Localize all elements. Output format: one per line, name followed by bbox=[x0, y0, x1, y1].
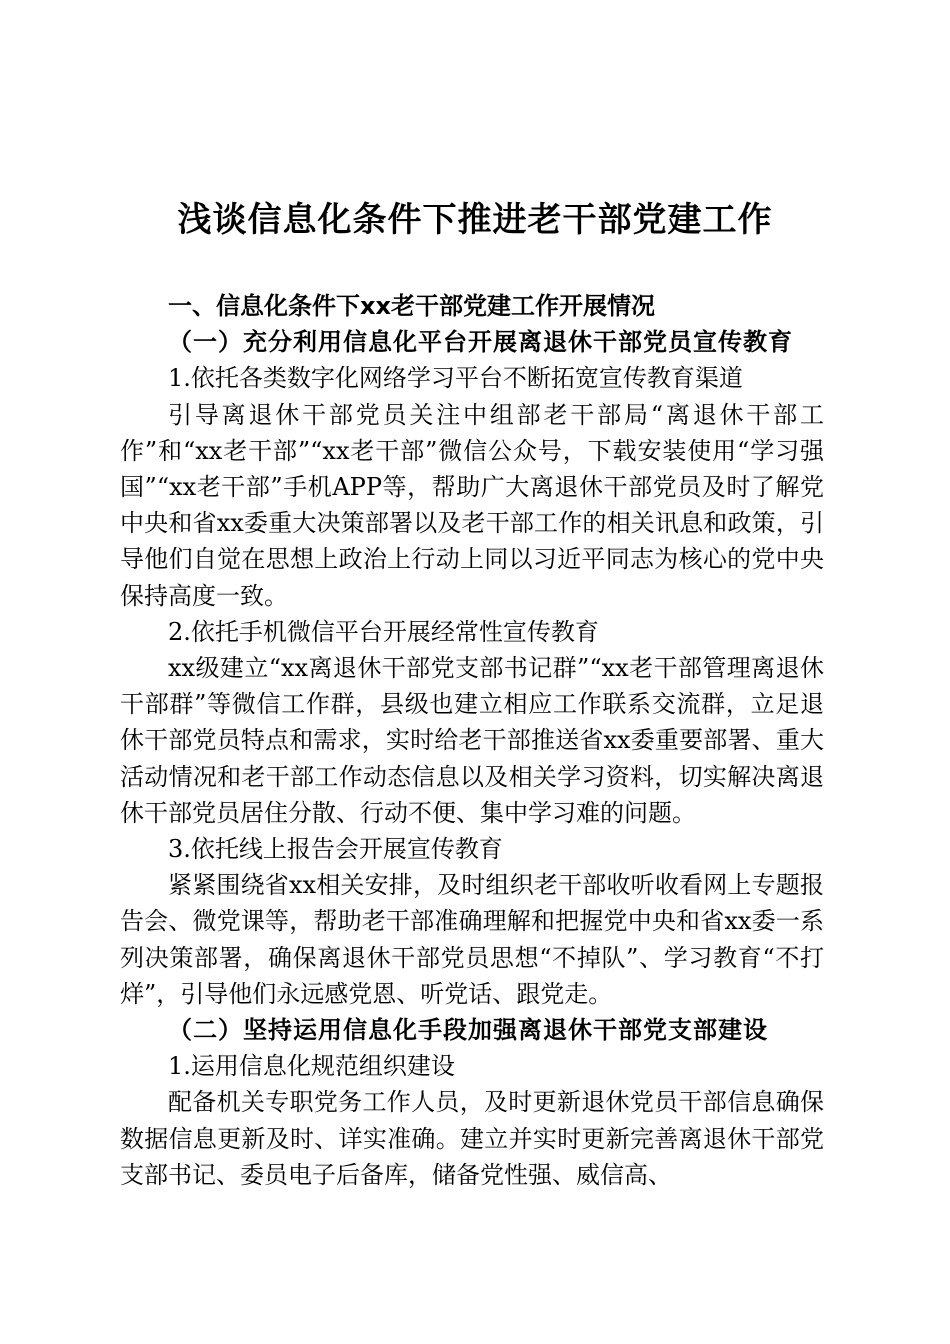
document-title: 浅谈信息化条件下推进老干部党建工作 bbox=[177, 200, 773, 240]
item-heading-1-1: 1.依托各类数字化网络学习平台不断拓宽宣传教育渠道 bbox=[168, 364, 743, 393]
body-paragraph-3: 紧紧围绕省xx相关安排，及时组织老干部收听收看网上专题报告会、微党课等，帮助老干部准确理解和把握党中央和省xx委一系列决策部署，确保离退休干部党员思想“不掉队”、学习教育“不打烊”，引导他们永远感党恩、听党话、跟党走。 bbox=[120, 871, 824, 1008]
item-heading-2-1: 1.运用信息化规范组织建设 bbox=[168, 1052, 455, 1081]
section-heading-1: 一、信息化条件下xx老干部党建工作开展情况 bbox=[168, 292, 655, 320]
body-paragraph-2: xx级建立“xx离退休干部党支部书记群”“xx老干部管理离退休干部群”等微信工作群，县级也建立相应工作联系交流群，立足退休干部党员特点和需求，实时给老干部推送省xx委重要部署、重大活动情况和老干部工作动态信息以及相关学习资料，切实解决离退休干部党员居住分散、行动不便、集中学习难的问题。 bbox=[120, 654, 824, 827]
item-heading-1-2: 2.依托手机微信平台开展经常性宣传教育 bbox=[168, 617, 599, 646]
item-heading-1-3: 3.依托线上报告会开展宣传教育 bbox=[168, 835, 503, 864]
body-paragraph-4: 配备机关专职党务工作人员，及时更新退休党员干部信息确保数据信息更新及时、详实准确。建立并实时更新完善离退休干部党支部书记、委员电子后备库，储备党性强、威信高、 bbox=[120, 1088, 824, 1189]
subsection-heading-2: （二）坚持运用信息化手段加强离退休干部党支部建设 bbox=[168, 1015, 768, 1045]
subsection-heading-1: （一）充分利用信息化平台开展离退休干部党员宣传教育 bbox=[168, 327, 793, 357]
document-body bbox=[120, 288, 824, 1193]
body-paragraph-1: 引导离退休干部党员关注中组部老干部局“离退休干部工作”和“xx老干部”“xx老干部”微信公众号，下载安装使用“学习强国”“xx老干部”手机APP等，帮助广大离退休干部党员及时了解党中央和省xx委重大决策部署以及老干部工作的相关讯息和政策，引导他们自觉在思想上政治上行动上同以习近平同志为核心的党中央保持高度一致。 bbox=[120, 400, 824, 610]
